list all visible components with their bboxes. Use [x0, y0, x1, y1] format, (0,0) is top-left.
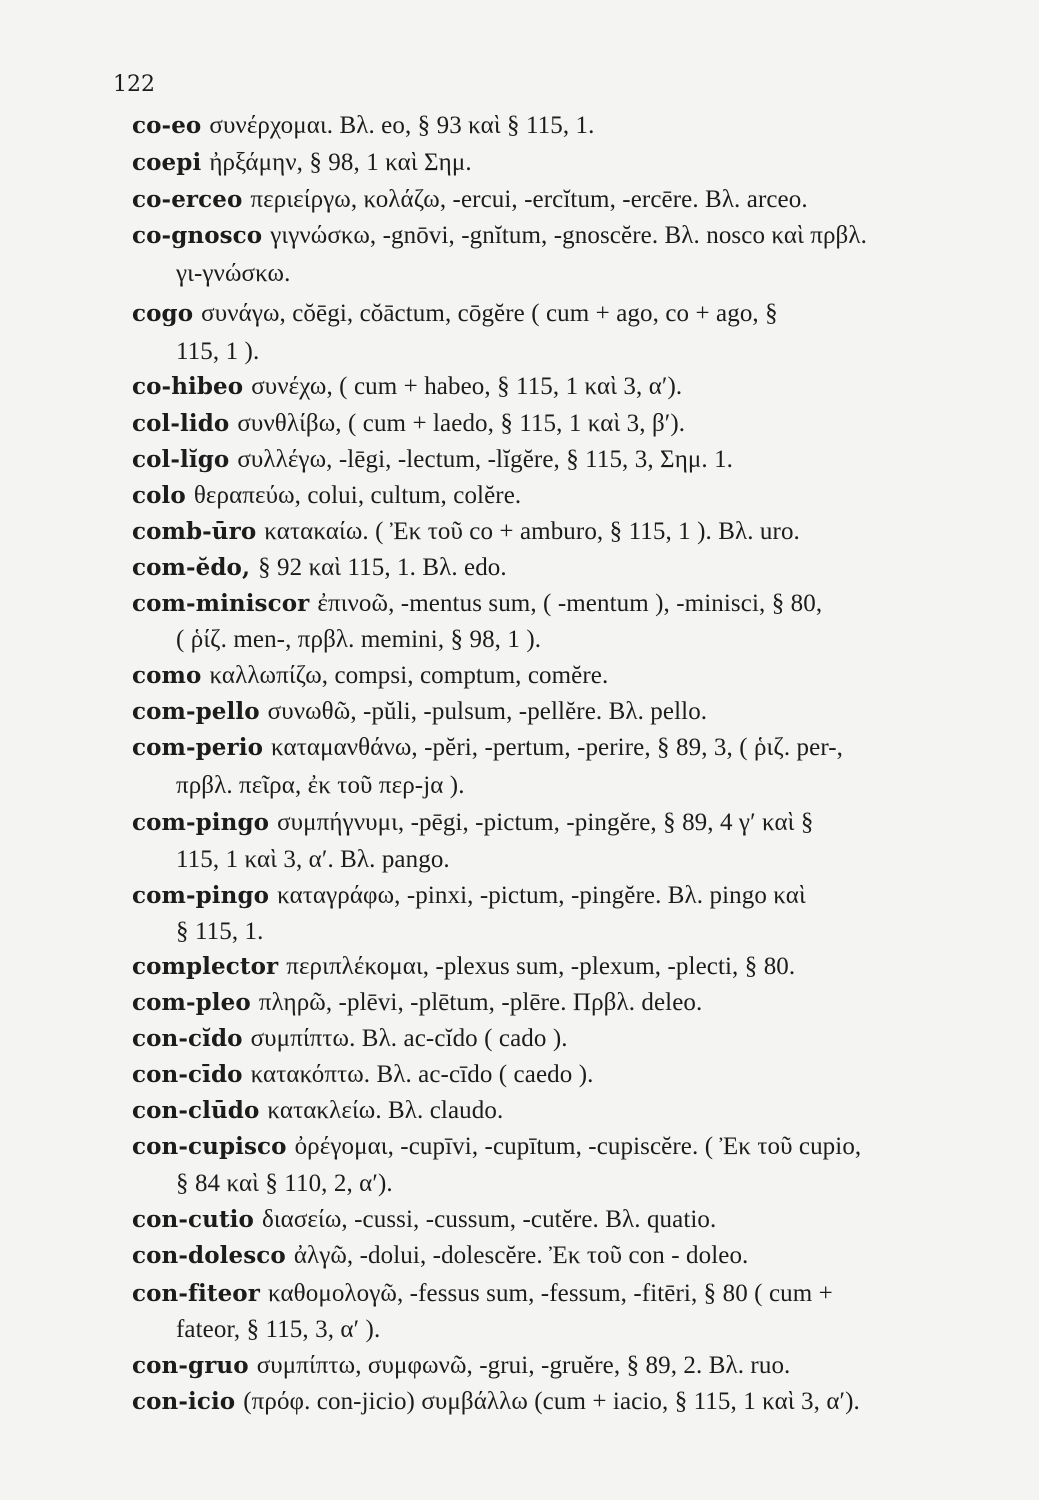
headword: con-dolesco — [132, 1242, 286, 1269]
entry-text: καθομολογῶ, -fessus sum, -fessum, -fitēri, § 80 ( cum + — [267, 1280, 833, 1307]
entry-text: συμπίπτω, συμφωνῶ, -grui, -gruĕre, § 89, 2. Βλ. ruo. — [256, 1352, 791, 1379]
entry-line — [132, 446, 733, 474]
headword: con-cīdo — [132, 1061, 243, 1088]
entry-line — [132, 882, 806, 910]
headword: coepi — [132, 149, 202, 176]
entry-text: κατακαίω. ( Ἐκ τοῦ co + amburo, § 115, 1 ). Βλ. uro. — [264, 518, 800, 545]
headword: com-miniscor — [132, 590, 310, 617]
headword: com-pleo — [132, 989, 251, 1016]
entry-text: γι-γνώσκω. — [176, 260, 291, 287]
entry-line — [132, 1280, 833, 1308]
entry-line — [132, 410, 685, 438]
entry-continuation — [176, 772, 465, 800]
headword: cogo — [132, 300, 194, 327]
entry-text: ἀλγῶ, -dolui, -dolescĕre. Ἐκ τοῦ con - doleo. — [293, 1242, 749, 1269]
headword: col-lĭgo — [132, 446, 230, 473]
entry-text: γιγνώσκω, -gnōvi, -gnĭtum, -gnoscĕre. Βλ. nosco καὶ πρβλ. — [270, 222, 867, 249]
entry-line — [132, 373, 682, 401]
headword: com-pingo — [132, 809, 270, 836]
headword: con-clūdo — [132, 1097, 260, 1124]
entry-text: ὀρέγομαι, -cupīvi, -cupītum, -cupiscĕre. ( Ἐκ τοῦ cupio, — [294, 1133, 862, 1160]
entry-line — [132, 590, 822, 618]
entry-line — [132, 1206, 716, 1234]
headword: con-cĭdo — [132, 1025, 243, 1052]
headword: colo — [132, 482, 186, 509]
entry-line — [132, 662, 608, 690]
headword: co-gnosco — [132, 222, 263, 249]
entry-line — [132, 112, 595, 140]
entry-text: καταγράφω, -pinxi, -pictum, -pingĕre. Βλ. pingo καὶ — [277, 882, 806, 909]
entry-text: 115, 1 καὶ 3, α′. Βλ. pango. — [176, 846, 450, 873]
headword: con-gruo — [132, 1352, 249, 1379]
entry-continuation — [176, 846, 450, 874]
entry-text: κατακλείω. Βλ. claudo. — [267, 1097, 504, 1124]
headword: con-fiteor — [132, 1280, 260, 1307]
entry-continuation — [176, 338, 259, 366]
entry-continuation — [176, 260, 290, 288]
entry-line — [132, 989, 702, 1017]
entry-continuation — [176, 918, 263, 946]
entry-line — [132, 186, 808, 214]
entry-text: 115, 1 ). — [176, 338, 260, 365]
headword: comb-ūro — [132, 518, 257, 545]
entry-text: συνάγω, cŏēgi, cŏāctum, cōgĕre ( cum + ago, co + ago, § — [201, 300, 778, 327]
entry-text: περιπλέκομαι, -plexus sum, -plexum, -plecti, § 80. — [286, 953, 796, 980]
entry-line — [132, 482, 521, 510]
entry-line — [132, 149, 472, 177]
entry-text: συνέρχομαι. Βλ. eo, § 93 καὶ § 115, 1. — [209, 112, 595, 139]
entry-text: fateor, § 115, 3, α′ ). — [176, 1316, 381, 1343]
entry-line — [132, 698, 707, 726]
entry-text: § 115, 1. — [176, 918, 264, 945]
headword: complector — [132, 953, 279, 980]
headword: como — [132, 662, 202, 689]
headword: co-hibeo — [132, 373, 244, 400]
entry-text: καταμανθάνω, -pĕri, -pertum, -perire, § 89, 3, ( ῥιζ. per-, — [271, 734, 844, 761]
entry-text: ἠρξάμην, § 98, 1 καὶ Σημ. — [209, 149, 472, 176]
entry-text: θεραπεύω, colui, cultum, colĕre. — [193, 482, 522, 509]
entry-line — [132, 1388, 860, 1416]
entry-text: συνωθῶ, -pŭli, -pulsum, -pellĕre. Βλ. pello. — [267, 698, 708, 725]
entry-line — [132, 1061, 593, 1089]
entry-line — [132, 1133, 861, 1161]
headword: con-cupisco — [132, 1133, 287, 1160]
entry-text: (πρόφ. con-jicio) συμβάλλω (cum + iacio, § 115, 1 καὶ 3, α′). — [243, 1388, 860, 1415]
entry-continuation — [176, 1170, 393, 1198]
headword: con-cutio — [132, 1206, 254, 1233]
entry-line — [132, 1025, 568, 1053]
headword: com-pingo — [132, 882, 270, 909]
headword: col-lido — [132, 410, 230, 437]
headword: com-perio — [132, 734, 264, 761]
headword: com-ĕdo, — [132, 554, 251, 581]
headword: co-eo — [132, 112, 202, 139]
entry-line — [132, 1352, 790, 1380]
headword: co-erceo — [132, 186, 243, 213]
entry-line — [132, 518, 800, 546]
entry-continuation — [176, 626, 541, 654]
entry-line — [132, 554, 507, 582]
entry-text: πληρῶ, -plēvi, -plētum, -plēre. Πρβλ. deleo. — [258, 989, 703, 1016]
entry-line — [132, 953, 795, 981]
entry-line — [132, 222, 867, 250]
headword: con-icio — [132, 1388, 236, 1415]
entry-text: καλλωπίζω, compsi, comptum, comĕre. — [209, 662, 609, 689]
entry-text: συλλέγω, -lēgi, -lectum, -lĭgĕre, § 115, 3, Σημ. 1. — [237, 446, 734, 473]
entry-line — [132, 734, 843, 762]
entry-line — [132, 1242, 748, 1270]
entry-text: ( ῥίζ. men-, πρβλ. memini, § 98, 1 ). — [176, 626, 542, 653]
page-number: 122 — [113, 72, 155, 97]
entry-text: περιείργω, κολάζω, -ercui, -ercĭtum, -ercēre. Βλ. arceo. — [250, 186, 808, 213]
entry-text: συμπήγνυμι, -pēgi, -pictum, -pingĕre, § 89, 4 γ′ καὶ § — [277, 809, 814, 836]
entry-text: κατακόπτω. Βλ. ac-cīdo ( caedo ). — [250, 1061, 594, 1088]
entry-text: συνθλίβω, ( cum + laedo, § 115, 1 καὶ 3, β′). — [237, 410, 686, 437]
entry-text: § 84 καὶ § 110, 2, α′). — [176, 1170, 393, 1197]
entry-line — [132, 809, 813, 837]
entry-text: συμπίπτω. Βλ. ac-cĭdo ( cado ). — [250, 1025, 568, 1052]
entry-text: πρβλ. πεῖρα, ἐκ τοῦ περ-jα ). — [176, 772, 465, 799]
entry-continuation — [176, 1316, 380, 1344]
entry-text: ἐπινοῶ, -mentus sum, ( -mentum ), -minisci, § 80, — [317, 590, 823, 617]
entry-line — [132, 1097, 503, 1125]
entry-text: § 92 καὶ 115, 1. Βλ. edo. — [258, 554, 507, 581]
entry-line — [132, 300, 778, 328]
headword: com-pello — [132, 698, 260, 725]
entry-text: διασείω, -cussi, -cussum, -cutĕre. Βλ. quatio. — [261, 1206, 717, 1233]
entry-text: συνέχω, ( cum + habeo, § 115, 1 καὶ 3, α′). — [251, 373, 683, 400]
